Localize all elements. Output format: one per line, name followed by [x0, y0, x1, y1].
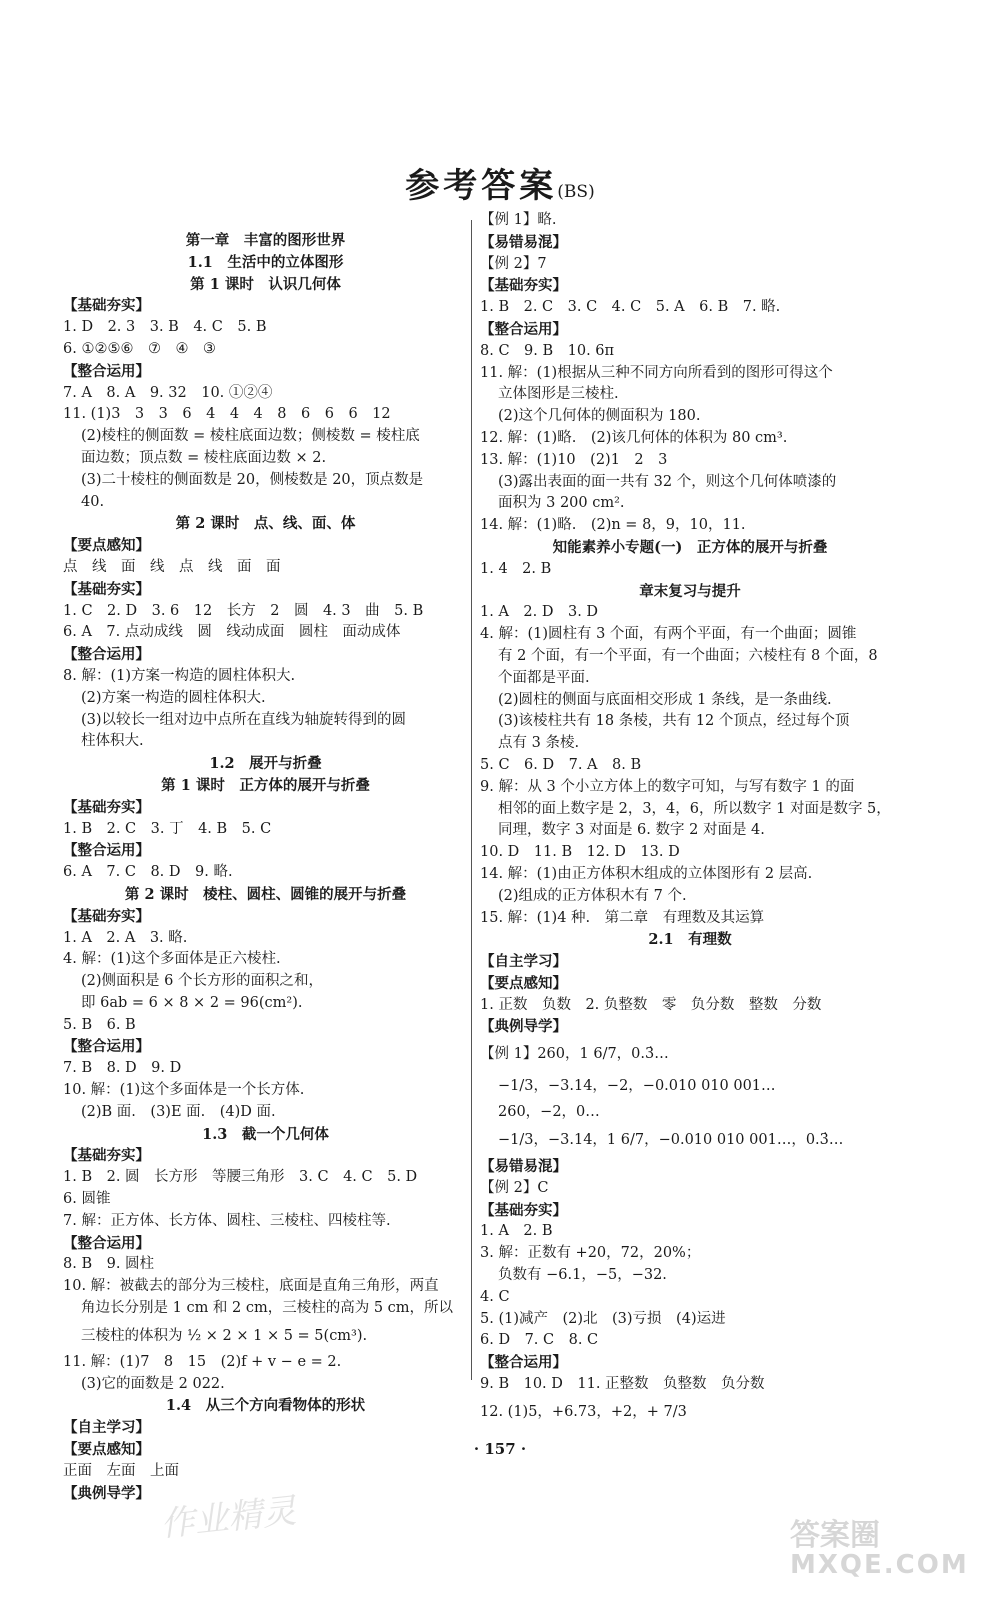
answer-line: 9. 解：从 3 个小立方体上的数字可知，与写有数字 1 的面: [480, 778, 855, 795]
answer-line: 8. 解：(1)方案一构造的圆柱体积大.: [63, 667, 296, 684]
answer-line: (3)以较长一组对边中点所在直线为轴旋转得到的圆: [81, 711, 407, 728]
answer-line: (2)棱柱的侧面数 = 棱柱底面边数；侧棱数 = 棱柱底: [81, 428, 420, 445]
answer-line: 6. D 7. C 8. C: [480, 1332, 599, 1349]
section-heading: 1.3 截一个几何体: [202, 1125, 329, 1143]
answer-column-left: [63, 230, 468, 1504]
section-label: 【整合运用】: [63, 646, 150, 664]
answer-line: 15. 解：(1)4 种. 第二章 有理数及其运算: [480, 909, 765, 926]
section-label: 【整合运用】: [480, 320, 567, 338]
answer-line: 【例 1】略.: [480, 212, 557, 228]
answer-line: 4. 解：(1)圆柱有 3 个面，有两个平面，有一个曲面；圆锥: [480, 626, 857, 643]
section-heading: 1.4 从三个方向看物体的形状: [165, 1397, 366, 1415]
answer-line: 1. B 2. 圆 长方形 等腰三角形 3. C 4. C 5. D: [63, 1169, 418, 1186]
section-label: 【自主学习】: [63, 1419, 150, 1437]
answer-line: 1. 4 2. B: [480, 560, 552, 577]
answer-line: 11. 解：(1)7 8 15 (2)f + v − e = 2.: [63, 1353, 342, 1370]
answer-line: (2)方案一构造的圆柱体积大.: [81, 689, 266, 706]
answer-line: 10. 解：(1)这个多面体是一个长方体.: [63, 1082, 305, 1099]
answer-line: 1. B 2. C 3. C 4. C 5. A 6. B 7. 略.: [480, 299, 781, 316]
watermark-logo: 答案圈: [790, 1518, 880, 1553]
section-label: 【要点感知】: [63, 1441, 150, 1459]
section-label: 【基础夯实】: [63, 1147, 150, 1165]
answer-line: 正面 左面 上面: [63, 1462, 179, 1479]
section-label: 【整合运用】: [63, 1038, 150, 1056]
answer-line: (2)这个几何体的侧面积为 180.: [498, 408, 701, 425]
answer-line: 10. 解：被截去的部分为三棱柱，底面是直角三角形，两直: [63, 1278, 439, 1295]
answer-line: (2)B 面. (3)E 面. (4)D 面.: [81, 1103, 276, 1120]
section-label: 【整合运用】: [63, 1234, 150, 1252]
section-heading: 第 2 课时 点、线、面、体: [175, 515, 356, 533]
answer-line: 【例 2】7: [480, 255, 547, 272]
answer-line: 点有 3 条棱.: [498, 735, 580, 752]
section-heading: 章末复习与提升: [639, 582, 741, 600]
answer-line: (2)组成的正方体积木有 7 个.: [498, 887, 687, 904]
watermark-text: 作业精灵: [158, 1490, 299, 1545]
section-label: 【基础夯实】: [480, 277, 567, 295]
section-label: 【要点感知】: [63, 537, 150, 555]
section-label: 【基础夯实】: [63, 907, 150, 925]
answer-line: 7. B 8. D 9. D: [63, 1060, 182, 1077]
answer-line: 5. (1)减产 (2)北 (3)亏损 (4)运进: [480, 1310, 726, 1327]
answer-line: 14. 解：(1)略. (2)n = 8，9，10，11.: [480, 517, 746, 534]
answer-line: 6. A 7. 点动成线 圆 线动成面 圆柱 面动成体: [63, 624, 401, 641]
answer-line: 12. 解：(1)略. (2)该几何体的体积为 80 cm³.: [480, 429, 788, 446]
answer-line: 1. 正数 负数 2. 负整数 零 负分数 整数 分数: [480, 996, 822, 1013]
answer-line: (3)二十棱柱的侧面数是 20，侧棱数是 20，顶点数是: [81, 471, 424, 488]
answer-line: 12. (1)5，+6.73，+2，+ 7/3: [480, 1403, 687, 1420]
section-heading: 第 2 课时 棱柱、圆柱、圆锥的展开与折叠: [124, 885, 407, 903]
answer-line: 【例 2】C: [480, 1179, 549, 1196]
section-label: 【整合运用】: [480, 1354, 567, 1372]
answer-line: 11. (1)3 3 3 6 4 4 4 8 6 6 6 12: [63, 406, 391, 423]
answer-line: (2)侧面积是 6 个长方形的面积之和，: [81, 973, 323, 990]
section-label: 【易错易混】: [480, 1158, 567, 1176]
answer-line: 7. A 8. A 9. 32 10. ①②④: [63, 384, 273, 401]
section-label: 【要点感知】: [480, 974, 567, 992]
answer-line: 4. 解：(1)这个多面体是正六棱柱.: [63, 951, 281, 968]
answer-line: 9. B 10. D 11. 正整数 负整数 负分数: [480, 1376, 765, 1393]
section-heading: 2.1 有理数: [648, 931, 732, 949]
section-label: 【易错易混】: [480, 233, 567, 251]
answer-line: 1. A 2. D 3. D: [480, 604, 599, 621]
answer-line: 40.: [81, 493, 105, 510]
answer-line: 6. A 7. C 8. D 9. 略.: [63, 864, 233, 881]
answer-line: 5. B 6. B: [63, 1016, 136, 1033]
section-label: 【基础夯实】: [63, 297, 150, 315]
section-label: 【整合运用】: [63, 362, 150, 380]
answer-line: 个面都是平面.: [498, 669, 590, 686]
section-heading: 1.2 展开与折叠: [209, 755, 322, 773]
section-label: 【自主学习】: [480, 953, 567, 971]
answer-line: 6. ①②⑤⑥ ⑦ ④ ③: [63, 340, 216, 357]
answer-line: 1. C 2. D 3. 6 12 长方 2 圆 4. 3 曲 5. B: [63, 602, 424, 619]
answer-line: 点 线 面 线 点 线 面 面: [63, 558, 281, 575]
answer-line: 8. C 9. B 10. 6π: [480, 342, 615, 359]
answer-line: (3)露出表面的面一共有 32 个，则这个几何体喷漆的: [498, 473, 837, 490]
page-title: [0, 158, 1000, 207]
answer-line: 5. C 6. D 7. A 8. B: [480, 756, 642, 773]
section-label: 【典例导学】: [480, 1018, 567, 1036]
page-number: · 157 ·: [473, 1440, 527, 1458]
answer-line: (3)该棱柱共有 18 条棱，共有 12 个顶点，经过每个顶: [498, 713, 850, 730]
answer-line: 13. 解：(1)10 (2)1 2 3: [480, 451, 668, 468]
answer-line: 14. 解：(1)由正方体积木组成的立体图形有 2 层高.: [480, 865, 813, 882]
answer-line: −1/3，−3.14，−2，−0.010 010 001…: [498, 1078, 776, 1095]
answer-line: 1. B 2. C 3. 丁 4. B 5. C: [63, 820, 272, 837]
section-label: 【典例导学】: [63, 1484, 150, 1502]
answer-line: 8. B 9. 圆柱: [63, 1256, 155, 1273]
watermark-url: MXQE.COM: [790, 1550, 969, 1580]
page-title-main: 参考答案: [405, 166, 558, 206]
answer-line: 【例 1】260，1 6/7，0.3̇…: [480, 1046, 669, 1063]
answer-line: 1. A 2. A 3. 略.: [63, 929, 188, 946]
answer-line: 1. A 2. B: [480, 1223, 553, 1240]
answer-line: 10. D 11. B 12. D 13. D: [480, 844, 680, 861]
column-divider: [471, 220, 472, 1380]
answer-line: 4. C: [480, 1288, 510, 1305]
section-heading: 第 1 课时 认识几何体: [190, 275, 341, 293]
section-heading: 知能素养小专题(一) 正方体的展开与折叠: [552, 538, 828, 556]
page-title-suffix: (BS): [557, 182, 595, 202]
section-label: 【整合运用】: [63, 842, 150, 860]
section-heading: 1.1 生活中的立体图形: [187, 253, 344, 271]
section-heading: 第 1 课时 正方体的展开与折叠: [161, 776, 370, 794]
answer-line: 11. 解：(1)根据从三种不同方向所看到的图形可得这个: [480, 364, 833, 381]
section-heading: 第一章 丰富的图形世界: [185, 232, 346, 249]
answer-line: 7. 解：正方体、长方体、圆柱、三棱柱、四棱柱等.: [63, 1212, 391, 1229]
answer-line: 3. 解：正数有 +20，72，20%；: [480, 1245, 701, 1262]
answer-line: 负数有 −6.1，−5，−32.: [498, 1267, 667, 1284]
section-label: 【基础夯实】: [480, 1201, 567, 1219]
answer-line: 260，−2，0…: [498, 1104, 600, 1121]
answer-line: (3)它的面数是 2 022.: [81, 1375, 225, 1392]
answer-line: 即 6ab = 6 × 8 × 2 = 96(cm²).: [81, 994, 303, 1011]
section-label: 【基础夯实】: [63, 798, 150, 816]
answer-line: 1. D 2. 3 3. B 4. C 5. B: [63, 319, 267, 336]
section-label: 【基础夯实】: [63, 580, 150, 598]
answer-column-right: [480, 210, 900, 1428]
answer-line: 三棱柱的体积为 ½ × 2 × 1 × 5 = 5(cm³).: [81, 1327, 368, 1344]
answer-line: 立体图形是三棱柱.: [498, 386, 619, 403]
answer-line: 角边长分别是 1 cm 和 2 cm，三棱柱的高为 5 cm，所以: [81, 1300, 454, 1317]
answer-line: −1/3，−3.14，1 6/7，−0.010 010 001…，0.3̇…: [498, 1132, 844, 1149]
answer-line: 6. 圆锥: [63, 1191, 111, 1208]
answer-line: 柱体积大.: [81, 733, 144, 750]
answer-line: 面积为 3 200 cm².: [498, 495, 625, 512]
answer-line: 相邻的面上数字是 2，3，4，6，所以数字 1 对面是数字 5，: [498, 800, 891, 817]
answer-line: 有 2 个面，有一个平面，有一个曲面；六棱柱有 8 个面，8: [498, 647, 878, 664]
answer-line: 同理，数字 3 对面是 6. 数字 2 对面是 4.: [498, 822, 765, 839]
answer-line: 面边数；顶点数 = 棱柱底面边数 × 2.: [81, 449, 327, 466]
answer-line: (2)圆柱的侧面与底面相交形成 1 条线，是一条曲线.: [498, 691, 832, 708]
